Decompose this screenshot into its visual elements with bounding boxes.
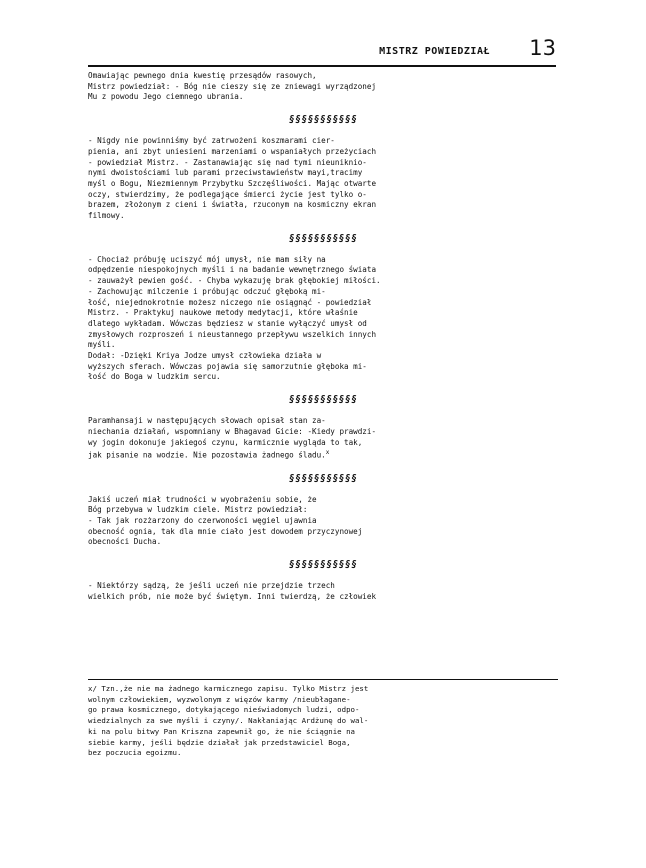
running-title: MISTRZ POWIEDZIAŁ	[379, 46, 490, 57]
page-body	[88, 71, 558, 602]
section-separator: §§§§§§§§§§§	[288, 559, 358, 571]
paragraph-meditation: - Chociaż próbuję uciszyć mój umysł, nie mam siły na odpędzenie niespokojnych myśli i na badanie wewnętrznego świata - zauważył pewien gość. - Chyba wykazuję brak głębokiej miłości. - Zachowując milczenie i próbując odczuć głęboką mi- łość, niejednokrotnie możesz niczego nie osiągnąć - powiedział Mistrz. - Praktykuj naukowe metody medytacji, które właśnie dlatego wykładam. Wówczas będziesz w stanie wyłączyć umysł od zmysłowych rozproszeń i nieustannego przepływu wszelkich innych myśli. Dodał: -Dzięki Kriya Jodze umysł człowieka działa w wyższych sferach. Wówczas pojawia się samorzutnie głęboka mi- łość do Boga w ludzkim sercu.	[88, 254, 381, 382]
paragraph-body-spirit: Jakiś uczeń miał trudności w wyobrażeniu sobie, że Bóg przebywa w ludzkim ciele. Mistrz powiedział: - Tak jak rozżarzony do czerwoności węgiel ujawnia obecność ognia, tak dla mnie ciało jest dowodem przyczynowej obecności Ducha.	[88, 494, 363, 547]
footnote-text: x/ Tzn.,że nie ma żadnego karmicznego zapisu. Tylko Mistrz jest wolnym człowiekiem, wyzwolonym z więzów karmy /nieubłagane- go prawa kosmicznego, dotykającego nieświadomych ludzi, odpo- wiedzialnych za swe myśli i czyny/. Nakłaniając Ardżunę do wal- ki na polu bitwy Pan Kriszna zapewnił go, że nie ściągnie na siebie karmy, jeśli będzie działał jak przedstawiciel Boga, bez poczucia egoizmu.	[88, 684, 369, 758]
section-separator: §§§§§§§§§§§	[288, 394, 358, 406]
paragraph-nonaction-text: Paramhansaji w następujących słowach opisał stan za- niechania działań, wspomniany w Bhagavad Gicie: -Kiedy prawdzi- wy jogin dokonuje jakiegoś czynu, karmicznie wygląda to tak, jak pisanie na wodzie. Nie pozostawia żadnego śladu.	[88, 416, 377, 460]
paragraph-race: Omawiając pewnego dnia kwestię przesądów rasowych, Mistrz powiedział: - Bóg nie cieszy się ze zniewagi wyrządzonej Mu z powodu Jego ciemnego ubrania.	[88, 71, 377, 102]
footnote	[88, 684, 558, 759]
paragraph-suffering: - Nigdy nie powinniśmy być zatrwożeni koszmarami cier- pienia, ani zbyt uniesieni marzeniami o wspaniałych przeżyciach - powiedział Mistrz. - Zastanawiając się nad tymi nieuniknio- nymi dwoistościami lub parami przeciwstawieństw mayi,tracimy myśl o Bogu, Niezmiennym Przybytku Szczęśliwości. Mając otwarte oczy, stwierdzimy, że podlegające śmierci życie jest tylko o- brazem, złożonym z cieni i światła, rzuconym na kosmiczny ekran filmowy.	[88, 136, 377, 221]
page-header	[88, 36, 556, 66]
section-separator: §§§§§§§§§§§	[288, 472, 358, 484]
page-number: 13	[529, 36, 556, 60]
header-rule	[88, 65, 556, 67]
footnote-rule	[88, 679, 558, 680]
footnote-reference: x	[325, 449, 330, 457]
paragraph-trials: - Niektórzy sądzą, że jeśli uczeń nie przejdzie trzech wielkich prób, nie może być świętym. Inni twierdzą, że człowiek	[88, 581, 377, 601]
paragraph-nonaction	[88, 416, 558, 461]
section-separator: §§§§§§§§§§§	[288, 232, 358, 244]
section-separator: §§§§§§§§§§§	[288, 114, 358, 126]
